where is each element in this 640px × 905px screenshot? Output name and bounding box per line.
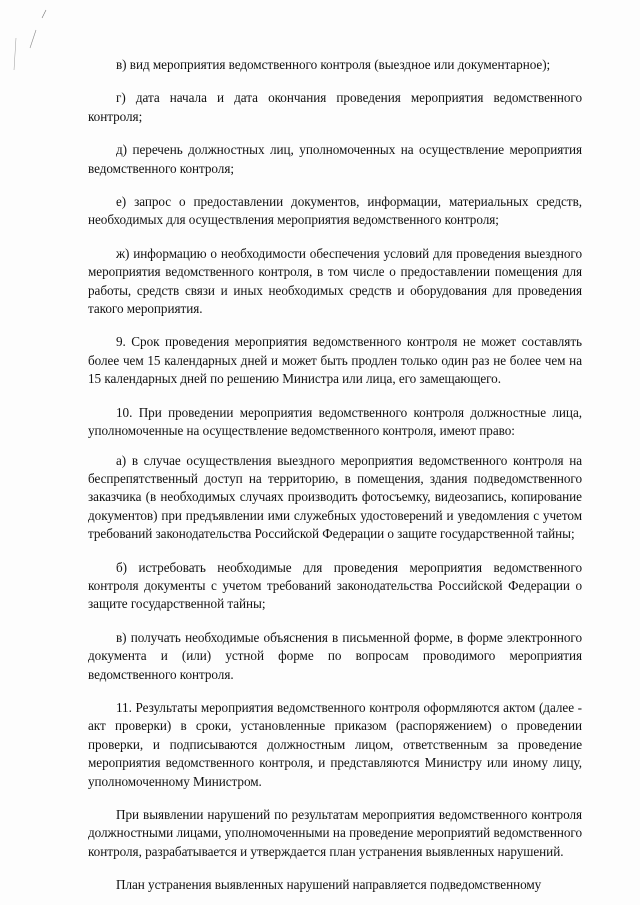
paragraph-10a-access: а) в случае осуществления выездного мероприятия ведомственного контроля на беспрепятственный доступ на территорию, в помещения, здания подведомственного заказчика (в необходимых случаях производить фотосъемку, видеозапись, копирование документов) при предъявлении ими служебных удостоверений и уведомления с учетом требований законодательства Российской Федерации о защите государственной тайны; <box>88 452 582 542</box>
paragraph-10b-request-documents: б) истребовать необходимые для проведения мероприятия ведомственного контроля документы с учетом требований законодательства Российской Федерации о защите государственной тайны; <box>88 559 582 612</box>
paragraph-v-control-type: в) вид мероприятия ведомственного контроля (выездное или документарное); <box>116 57 551 72</box>
paragraph-d-officials-list: д) перечень должностных лиц, уполномоченных на осуществление мероприятия ведомственного контроля; <box>88 142 582 176</box>
document-body <box>88 56 582 895</box>
paragraph-10v-explanations: в) получать необходимые объяснения в письменной форме, в форме электронного документа и (или) устной форме по вопросам проводимого мероприятия ведомственного контроля. <box>88 629 582 682</box>
scan-artifact-mark <box>6 8 66 78</box>
paragraph-e-documents-request: е) запрос о предоставлении документов, информации, материальных средств, необходимых для осуществления мероприятия ведомственного контроля; <box>88 194 582 228</box>
paragraph-10-rights: 10. При проведении мероприятия ведомственного контроля должностные лица, уполномоченные на осуществление ведомственного контроля, имеют право: <box>88 404 582 439</box>
paragraph-plan-sent: План устранения выявленных нарушений направляется подведомственному <box>116 877 542 893</box>
paragraph-g-dates: г) дата начала и дата окончания проведения мероприятия ведомственного контроля; <box>88 90 582 124</box>
paragraph-9-duration: 9. Срок проведения мероприятия ведомственного контроля не может составлять более чем 15 календарных дней и может быть продлен только один раз не более чем на 15 календарных дней по решению Министра или лица, его замещающего. <box>88 334 582 387</box>
paragraph-11-results: 11. Результаты мероприятия ведомственного контроля оформляются актом (далее - акт проверки) в сроки, установленные приказом (распоряжением) о проведении проверки, и подписываются должностным лицом, ответственным за проведение мероприятия ведомственного контроля, и представляются Министру или иному лицу, уполномоченному Министром. <box>88 699 582 789</box>
paragraph-zh-conditions-info: ж) информацию о необходимости обеспечения условий для проведения выездного мероприятия ведомственного контроля, в том числе о предоставлении помещения для работы, средств связи и иных необходимых средств и оборудования для проведения такого мероприятия. <box>88 245 582 317</box>
paragraph-violations-plan: При выявлении нарушений по результатам мероприятия ведомственного контроля должностными лицами, уполномоченными на проведение мероприятий ведомственного контроля, разрабатывается и утверждается план устранения выявленных нарушений. <box>88 807 582 859</box>
